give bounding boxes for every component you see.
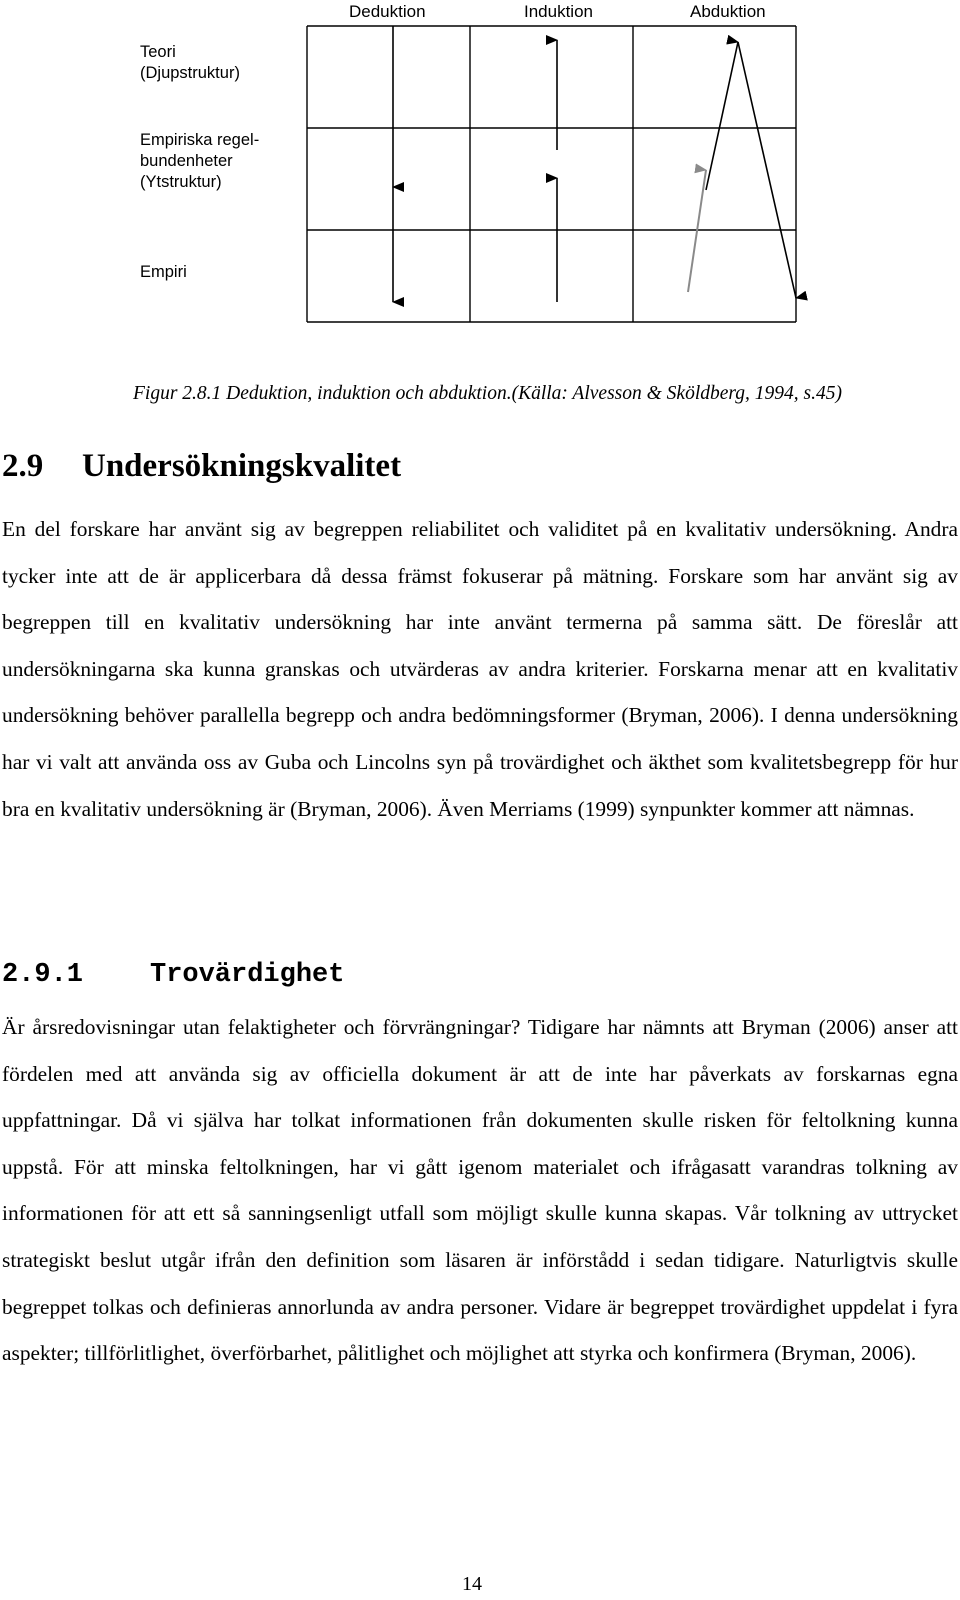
section-title: Undersökningskvalitet — [82, 448, 402, 484]
figure-caption: Figur 2.8.1 Deduktion, induktion och abduktion.(Källa: Alvesson & Sköldberg, 1994, s.45) — [133, 383, 842, 404]
page-number: 14 — [462, 1573, 482, 1595]
row-label-empiriska-regelbundenheter: Empiriska regel- bundenheter (Ytstruktur) — [140, 131, 260, 191]
row-label-teori: Teori (Djupstruktur) — [140, 43, 240, 82]
section-paragraph: En del forskare har använt sig av begreppen reliabilitet och validitet på en kvalitativ undersökning. Andra tycker inte att de är applicerbara då dessa främst fokuserar på mätning. Forskare som har använt sig av begreppen till en kvalitativ undersökning har inte använt termerna på samma sätt. De föreslår att undersökningarna ska kunna granskas och utvärderas av andra kriterier. Forskarna menar att en kvalitativ undersökning behöver parallella begrepp och andra bedömningsformer (Bryman, 2006). I denna undersökning har vi valt att använda oss av Guba och Lincolns syn på trovärdighet och äkthet som kvalitetsbegrepp för hur bra en kvalitativ undersökning är (Bryman, 2006). Även Merriams (1999) synpunkter kommer att nämnas. — [2, 517, 958, 821]
column-label-deduktion: Deduktion — [349, 2, 426, 21]
row-label-empiri: Empiri — [140, 263, 187, 281]
subsection-heading — [2, 960, 344, 990]
section-number: 2.9 — [2, 448, 44, 484]
abduction-arrow-down — [738, 42, 796, 298]
subsection-paragraph: Är årsredovisningar utan felaktigheter och förvrängningar? Tidigare har nämnts att Bryman (2006) anser att fördelen med att använda sig av officiella dokument är att de inte har påverkats av forskarnas egna uppfattningar. Då vi själva har tolkat informationen från dokumenten skulle risken för feltolkning kunna uppstå. För att minska feltolkningen, har vi gått igenom materialet och ifrågasatt varandras tolkning av informationen för att ett så sanningsenligt utfall som möjligt skulle kunna skapas. Vår tolkning av uttrycket strategiskt beslut utgår ifrån den definition som läsaren är införstådd i sedan tidigare. Naturligtvis skulle begreppet tolkas och definieras annorlunda av andra personer. Vidare är begreppet trovärdighet uppdelat i fyra aspekter; tillförlitlighet, överförbarhet, pålitlighet och möjlighet att styrka och konfirmera (Bryman, 2006). — [2, 1015, 958, 1366]
abduction-arrow-up — [706, 42, 738, 190]
subsection-number: 2.9.1 — [2, 960, 84, 990]
subsection-title: Trovärdighet — [150, 960, 345, 990]
section-heading — [2, 448, 401, 485]
grid-lines — [307, 26, 796, 322]
abduction-arrow-gray — [688, 170, 706, 292]
figure-deduction-induction-abduction — [0, 0, 960, 330]
column-label-induktion: Induktion — [524, 2, 593, 21]
column-label-abduktion: Abduktion — [690, 2, 766, 21]
